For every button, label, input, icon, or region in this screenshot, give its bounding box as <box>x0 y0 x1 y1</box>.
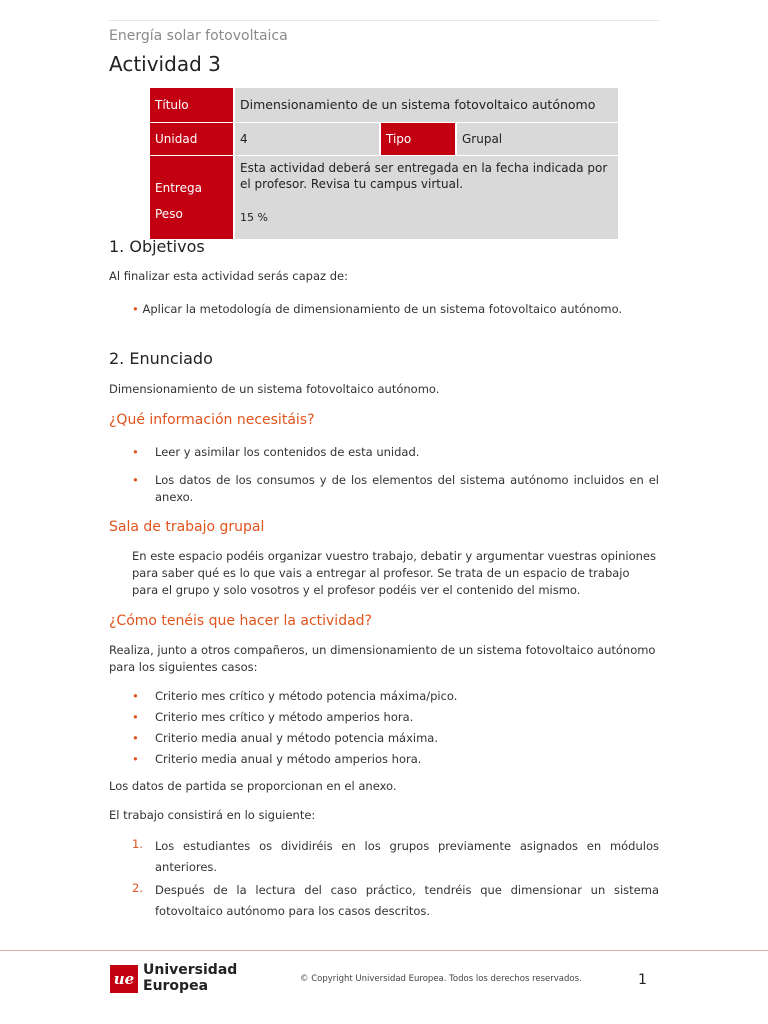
page-number: 1 <box>638 972 647 988</box>
enunciado-text: Dimensionamiento de un sistema fotovoltaico autónomo. <box>109 382 440 396</box>
row-titulo <box>150 88 618 122</box>
activity-info-table <box>150 88 618 240</box>
peso-label: Peso <box>150 207 234 239</box>
top-divider <box>109 20 659 21</box>
step-number: 1. <box>132 837 143 851</box>
objetivos-item <box>132 301 622 318</box>
step-1-text: Los estudiantes os dividiréis en los grupos previamente asignados en módulos anteriores. <box>155 839 659 874</box>
list-item <box>132 472 139 489</box>
peso-value: 15 % <box>234 207 618 239</box>
footer-divider <box>0 950 768 951</box>
titulo-value: Dimensionamiento de un sistema fotovoltaico autónomo <box>234 88 618 122</box>
unidad-value: 4 <box>234 122 380 155</box>
logo-line-1: Universidad <box>143 962 238 978</box>
como-item-4: Criterio media anual y método amperios hora. <box>155 752 422 766</box>
sala-text: En este espacio podéis organizar vuestro trabajo, debatir y argumentar vuestras opiniones para saber qué es lo que vais a entregar al profesor. Se trata de un espacio de trabajo para el grupo y solo vosotros y el profesor podéis ver el contenido del mismo. <box>132 549 656 597</box>
unidad-label: Unidad <box>150 122 234 155</box>
list-item <box>132 730 139 747</box>
universidad-logo-text <box>143 962 237 994</box>
informacion-item-2: Los datos de los consumos y de los elementos del sistema autónomo incluidos en el anexo. <box>155 473 659 504</box>
course-subject: Energía solar fotovoltaica <box>109 28 288 44</box>
bullet-icon: • <box>132 302 139 316</box>
row-unidad <box>150 122 618 155</box>
datos-text: Los datos de partida se proporcionan en el anexo. <box>109 779 397 793</box>
objetivos-heading: 1. Objetivos <box>109 237 205 256</box>
como-heading: ¿Cómo tenéis que hacer la actividad? <box>109 613 372 629</box>
list-item <box>132 709 139 726</box>
como-item-2: Criterio mes crítico y método amperios hora. <box>155 710 414 724</box>
bullet-icon: • <box>132 710 139 724</box>
page-title: Actividad 3 <box>109 52 221 76</box>
titulo-label: Título <box>150 88 234 122</box>
list-item <box>132 688 139 705</box>
sala-heading: Sala de trabajo grupal <box>109 519 265 535</box>
bullet-icon: • <box>132 445 139 459</box>
bullet-icon: • <box>132 752 139 766</box>
objetivos-item-text: Aplicar la metodología de dimensionamiento de un sistema fotovoltaico autónomo. <box>142 302 623 316</box>
tipo-value: Grupal <box>456 122 618 155</box>
tipo-label: Tipo <box>380 122 456 155</box>
entrega-value: Esta actividad deberá ser entregada en la fecha indicada por el profesor. Revisa tu campus virtual. <box>234 155 618 207</box>
row-peso <box>150 207 618 239</box>
informacion-item-1: Leer y asimilar los contenidos de esta unidad. <box>155 445 420 459</box>
entrega-label: Entrega <box>150 155 234 207</box>
universidad-logo-icon: ue <box>110 965 138 993</box>
step-2-text: Después de la lectura del caso práctico, tendréis que dimensionar un sistema fotovoltaico autónomo para los casos descritos. <box>155 883 659 918</box>
step-number: 2. <box>132 881 143 895</box>
list-item <box>132 751 139 768</box>
logo-line-2: Europea <box>143 978 209 994</box>
bullet-icon: • <box>132 731 139 745</box>
list-item <box>132 444 139 461</box>
bullet-icon: • <box>132 689 139 703</box>
trabajo-text: El trabajo consistirá en lo siguiente: <box>109 808 316 822</box>
copyright-text: © Copyright Universidad Europea. Todos los derechos reservados. <box>300 974 582 984</box>
informacion-heading: ¿Qué información necesitáis? <box>109 412 315 428</box>
objetivos-intro: Al finalizar esta actividad serás capaz de: <box>109 269 348 283</box>
como-item-1: Criterio mes crítico y método potencia máxima/pico. <box>155 689 458 703</box>
enunciado-heading: 2. Enunciado <box>109 349 213 368</box>
row-entrega <box>150 155 618 207</box>
como-intro: Realiza, junto a otros compañeros, un dimensionamiento de un sistema fotovoltaico autónomo para los siguientes casos: <box>109 643 656 674</box>
bullet-icon: • <box>132 473 139 487</box>
como-item-3: Criterio media anual y método potencia máxima. <box>155 731 439 745</box>
